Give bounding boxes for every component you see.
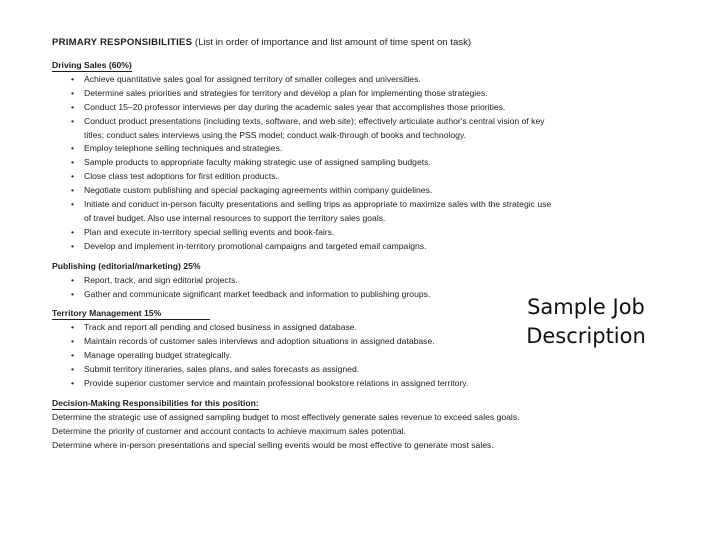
caption-line: Description [526, 324, 646, 348]
list-item: • Achieve quantitative sales goal for assigned territory of smaller colleges and universities. [52, 73, 557, 87]
decision-lines [52, 411, 557, 453]
section-decision-making [52, 397, 557, 453]
list-item: • Submit territory itineraries, sales plans, and sales forecasts as assigned. [52, 363, 557, 377]
list-item: • Close class test adoptions for first edition products. [52, 170, 557, 184]
section-title: Publishing (editorial/marketing) 25% [52, 260, 201, 271]
bullet-list [52, 274, 557, 302]
list-item: • Determine sales priorities and strategies for territory and develop a plan for implementing those strategies. [52, 87, 557, 101]
section-title: Territory Management 15% [52, 307, 210, 320]
list-item: • Conduct 15–20 professor interviews per day during the academic sales year that accomplishes those priorities. [52, 101, 557, 115]
list-item: • Employ telephone selling techniques and strategies. [52, 142, 557, 156]
responsibilities-header [52, 36, 557, 50]
bullet-list [52, 73, 557, 254]
list-item: • Maintain records of customer sales interviews and adoption situations in assigned database. [52, 335, 557, 349]
section-territory-management [52, 307, 557, 391]
bullet-list [52, 321, 557, 391]
list-item: • Provide superior customer service and maintain professional bookstore relations in assigned territory. [52, 377, 557, 391]
list-item: • Develop and implement in-territory promotional campaigns and targeted email campaigns. [52, 240, 557, 254]
job-description-document [52, 36, 557, 459]
list-item: • Plan and execute in-territory special selling events and book-fairs. [52, 226, 557, 240]
list-item: • Manage operating budget strategically. [52, 349, 557, 363]
list-item: • Gather and communicate significant market feedback and information to publishing groups. [52, 288, 557, 302]
section-publishing [52, 260, 557, 302]
caption-line: Sample Job [527, 295, 645, 319]
section-driving-sales [52, 59, 557, 254]
list-item: • Track and report all pending and closed business in assigned database. [52, 321, 557, 335]
header-subtitle: (List in order of importance and list amount of time spent on task) [194, 37, 472, 48]
list-item: • Negotiate custom publishing and special packaging agreements within company guidelines. [52, 184, 557, 198]
list-item: • Initiate and conduct in-person faculty presentations and selling trips as appropriate to maximize sales with the strategic use of travel budget. Also use internal resources to support the territory sales goals. [52, 198, 557, 226]
header-title: PRIMARY RESPONSIBILITIES [52, 37, 193, 48]
section-title: Decision-Making Responsibilities for this position: [52, 397, 259, 408]
decision-line: Determine the priority of customer and account contacts to achieve maximum sales potential. [52, 425, 406, 436]
section-title: Driving Sales (60%) [52, 59, 132, 70]
list-item: • Report, track, and sign editorial projects. [52, 274, 557, 288]
decision-line: Determine the strategic use of assigned sampling budget to most effectively generate sales revenue to exceed sales goals. [52, 411, 520, 422]
list-item: • Conduct product presentations (including texts, software, and web site); effectively articulate author's central vision of key titles; conduct sales interviews using the PSS model; conduct walk-through of books and technology. [52, 115, 557, 143]
list-item: • Sample products to appropriate faculty making strategic use of assigned sampling budgets. [52, 156, 557, 170]
decision-line: Determine where in-person presentations and special selling events would be most effective to generate most sales. [52, 439, 494, 450]
slide-caption [516, 293, 656, 351]
